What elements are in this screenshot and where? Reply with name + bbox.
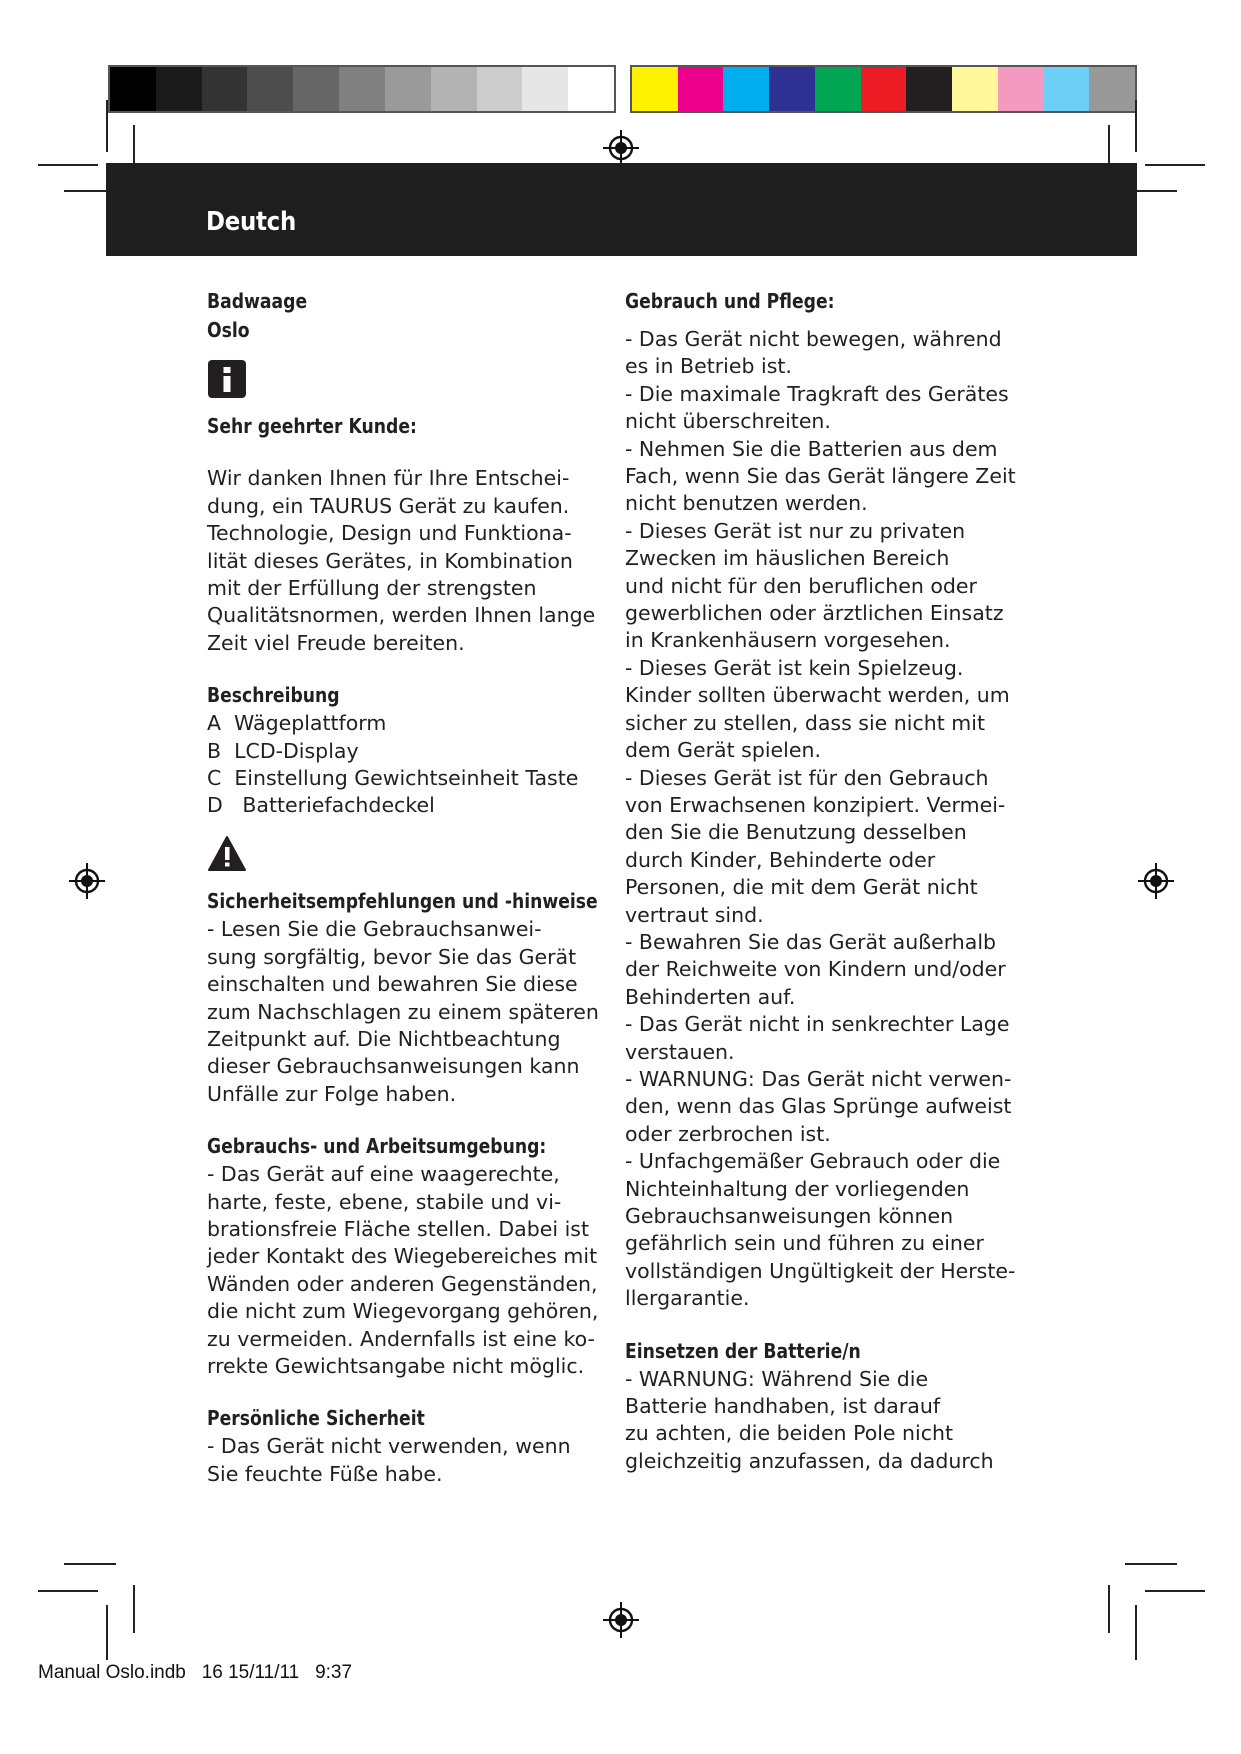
- gray-swatch: [293, 67, 339, 111]
- list-item: A Wägeplattform: [207, 711, 387, 736]
- registration-mark-icon: [602, 129, 640, 167]
- environment-heading: Gebrauchs- und Arbeitsumgebung:: [207, 1134, 547, 1159]
- intro-text: Wir danken Ihnen für Ihre Entschei- dung, ein TAURUS Gerät zu kaufen. Technologie, Design und Funktiona- lität dieses Gerätes, in Kombination mit der Erfüllung der strengsten Qualitätsnormen, werden Ihnen lange Zeit viel Freude bereiten.: [207, 466, 596, 655]
- product-type: Badwaage: [207, 289, 308, 313]
- crop-mark: [106, 100, 108, 152]
- personal-safety-heading: Persönliche Sicherheit: [207, 1406, 425, 1431]
- crop-mark: [38, 1590, 98, 1592]
- language-header-band: [106, 163, 1137, 256]
- left-column: [207, 287, 637, 1488]
- care-heading: Gebrauch und Pflege:: [625, 289, 835, 313]
- info-icon: [207, 359, 247, 399]
- color-swatch: [1044, 67, 1090, 111]
- registration-mark-icon: [1137, 862, 1175, 900]
- gray-swatch: [477, 67, 523, 111]
- environment-text: - Das Gerät auf eine waagerechte, harte, feste, ebene, stabile und vi- brationsfreie Fläche stellen. Dabei ist jeder Kontakt des Wiegebereiches mit Wänden oder anderen Gegenständen, die nicht zum Wiegevorgang gehören, zu vermeiden. Andernfalls ist eine ko- rrekte Gewichtsangabe nicht möglic.: [207, 1162, 599, 1378]
- description-heading: Beschreibung: [207, 683, 340, 708]
- care-text: - Das Gerät nicht bewegen, während es in Betrieb ist. - Die maximale Tragkraft des Gerätes nicht überschreiten. - Nehmen Sie die Batterien aus dem Fach, wenn Sie das Gerät längere Zeit nicht benutzen werden. - Dieses Gerät ist nur zu privaten Zwecken im häuslichen Bereich und nicht für den beruflichen oder gewerblichen oder ärztlichen Einsatz in Krankenhäusern vorgesehen. - Dieses Gerät ist kein Spielzeug. Kinder sollten überwacht werden, um sicher zu stellen, dass sie nicht mit dem Gerät spielen. - Dieses Gerät ist für den Gebrauch von Erwachsenen konzipiert. Vermei- den Sie die Benutzung desselben durch Kinder, Behinderte oder Personen, die mit dem Gerät nicht vertraut sind. - Bewahren Sie das Gerät außerhalb der Reichweite von Kindern und/oder Behinderten auf. - Das Gerät nicht in senkrechter Lage verstauen. - WARNUNG: Das Gerät nicht verwen- den, wenn das Glas Sprünge aufweist oder zerbrochen ist. - Unfachgemäßer Gebrauch oder die Nichteinhaltung der vorliegenden Gebrauchsanweisungen können gefährlich sein und führen zu einer vollständigen Ungültigkeit der Herste- llergarantie.: [625, 327, 1016, 1311]
- crop-mark: [64, 1563, 116, 1565]
- product-model: Oslo: [207, 318, 250, 342]
- crop-mark: [1145, 164, 1205, 166]
- safety-text: - Lesen Sie die Gebrauchsanwei- sung sorgfältig, bevor Sie das Gerät einschalten und bewahren Sie diese zum Nachschlagen zu einem späteren Zeitpunkt auf. Die Nichtbeachtung dieser Gebrauchsanweisungen kann Unfälle zur Folge haben.: [207, 917, 599, 1106]
- list-item: D Batteriefachdeckel: [207, 793, 435, 818]
- list-item: B LCD-Display: [207, 738, 359, 763]
- color-swatch: [998, 67, 1044, 111]
- color-swatch: [952, 67, 998, 111]
- crop-mark: [1108, 1585, 1110, 1633]
- gray-swatch: [202, 67, 248, 111]
- battery-heading: Einsetzen der Batterie/n: [625, 1338, 861, 1363]
- safety-heading: Sicherheitsempfehlungen und -hinweise: [207, 889, 598, 914]
- warning-icon: [207, 834, 247, 874]
- battery-text: - WARNUNG: Während Sie die Batterie handhaben, ist darauf zu achten, die beiden Pole nicht gleichzeitig anzufassen, da dadurch: [625, 1366, 994, 1473]
- grayscale-calibration-bar: [108, 65, 616, 113]
- color-swatch: [906, 67, 952, 111]
- gray-swatch: [156, 67, 202, 111]
- color-swatch: [1089, 67, 1135, 111]
- color-calibration-bar: [630, 65, 1137, 113]
- color-swatch: [678, 67, 724, 111]
- registration-mark-icon: [68, 862, 106, 900]
- crop-mark: [1125, 1563, 1177, 1565]
- greeting-heading: Sehr geehrter Kunde:: [207, 414, 417, 439]
- crop-mark: [106, 1605, 108, 1660]
- language-title: Deutch: [206, 207, 297, 237]
- gray-swatch: [522, 67, 568, 111]
- color-swatch: [723, 67, 769, 111]
- color-swatch: [861, 67, 907, 111]
- crop-mark: [133, 1585, 135, 1633]
- registration-mark-icon: [602, 1601, 640, 1639]
- personal-safety-text: - Das Gerät nicht verwenden, wenn Sie feuchte Füße habe.: [207, 1434, 571, 1486]
- gray-swatch: [110, 67, 156, 111]
- crop-mark: [1145, 1590, 1205, 1592]
- description-list: [207, 710, 637, 820]
- gray-swatch: [247, 67, 293, 111]
- color-swatch: [815, 67, 861, 111]
- gray-swatch: [339, 67, 385, 111]
- crop-mark: [1135, 1605, 1137, 1660]
- crop-mark: [1135, 100, 1137, 152]
- color-swatch: [769, 67, 815, 111]
- color-swatch: [632, 67, 678, 111]
- crop-mark: [38, 164, 98, 166]
- right-column: [625, 287, 1025, 1475]
- gray-swatch: [431, 67, 477, 111]
- gray-swatch: [385, 67, 431, 111]
- list-item: C Einstellung Gewichtseinheit Taste: [207, 766, 579, 791]
- print-slug: Manual Oslo.indb 16 15/11/11 9:37: [38, 1662, 353, 1683]
- gray-swatch: [568, 67, 614, 111]
